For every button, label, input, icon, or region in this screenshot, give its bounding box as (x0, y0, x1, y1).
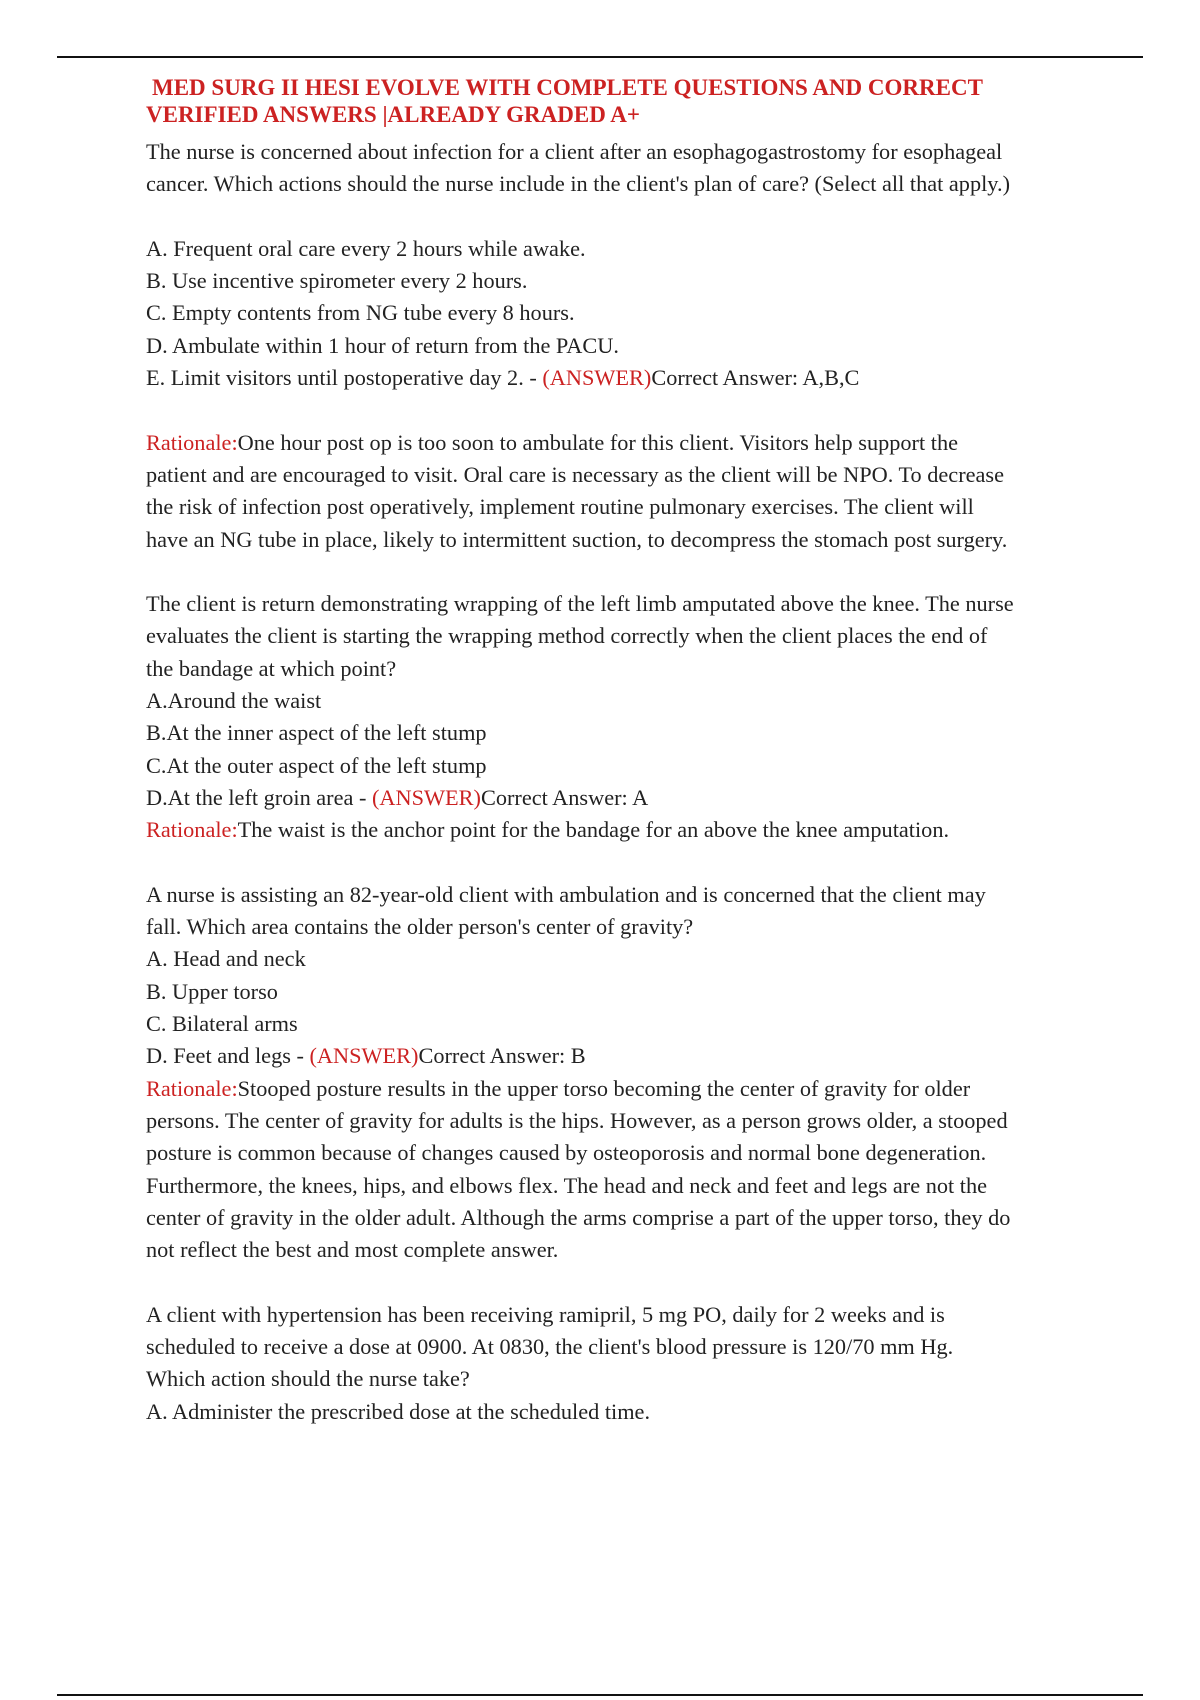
answer-option-last (146, 1040, 1096, 1072)
answer-option-last (146, 782, 1096, 814)
question-stem-line: Which action should the nurse take? (146, 1366, 470, 1392)
question-4 (146, 1299, 1096, 1428)
title-line-2: VERIFIED ANSWERS |ALREADY GRADED A+ (146, 102, 641, 127)
answer-option: A. Head and neck (146, 946, 306, 972)
correct-answer: Correct Answer: A (480, 784, 649, 810)
answer-tag: (ANSWER) (371, 784, 481, 810)
option-text: D.At the left groin area - (146, 784, 372, 810)
answer-option: A.Around the waist (146, 688, 322, 714)
rationale-tag: Rationale: (146, 429, 238, 455)
rationale-text: The waist is the anchor point for the bandage for an above the knee amputation. (237, 817, 950, 843)
rationale-line (146, 1073, 1096, 1105)
question-stem-line: A nurse is assisting an 82-year-old client with ambulation and is concerned that the client may (146, 881, 986, 907)
rationale-line: posture is common because of changes caused by osteoporosis and normal bone degeneration. (146, 1140, 987, 1166)
question-stem-line: The client is return demonstrating wrapping of the left limb amputated above the knee. The nurse (146, 591, 1014, 617)
document-title (146, 74, 1096, 128)
question-stem-line: the bandage at which point? (146, 655, 397, 681)
answer-tag: (ANSWER) (309, 1043, 419, 1069)
rationale-tag: Rationale: (146, 1075, 238, 1101)
correct-answer: Correct Answer: B (418, 1043, 586, 1069)
rationale-tag: Rationale: (146, 817, 238, 843)
document-page (146, 70, 1096, 1428)
rationale-line: persons. The center of gravity for adults is the hips. However, as a person grows older, a stooped (146, 1107, 1008, 1133)
answer-option: C. Empty contents from NG tube every 8 hours. (146, 300, 575, 326)
option-text: D. Feet and legs - (146, 1043, 310, 1069)
top-rule (57, 56, 1143, 58)
rationale-text: One hour post op is too soon to ambulate for this client. Visitors help support the (237, 429, 958, 455)
answer-option: A. Administer the prescribed dose at the scheduled time. (146, 1398, 651, 1424)
question-stem-line: evaluates the client is starting the wrapping method correctly when the client places the end of (146, 623, 988, 649)
question-stem-line: cancer. Which actions should the nurse include in the client's plan of care? (Select all that apply.) (146, 171, 1010, 197)
rationale-line (146, 814, 1096, 846)
answer-option: B. Use incentive spirometer every 2 hours. (146, 268, 528, 294)
rationale-line: patient and are encouraged to visit. Oral care is necessary as the client will be NPO. To decrease (146, 461, 1004, 487)
answer-option: A. Frequent oral care every 2 hours while awake. (146, 235, 586, 261)
option-text: E. Limit visitors until postoperative day 2. - (146, 365, 543, 391)
bottom-rule (57, 1694, 1143, 1696)
question-2 (146, 588, 1096, 846)
answer-option: B. Upper torso (146, 978, 278, 1004)
answer-option: D. Ambulate within 1 hour of return from the PACU. (146, 332, 619, 358)
rationale-line: the risk of infection post operatively, implement routine pulmonary exercises. The client will (146, 494, 974, 520)
title-line-1: MED SURG II HESI EVOLVE WITH COMPLETE QUESTIONS AND CORRECT (152, 75, 983, 100)
document-body (146, 136, 1096, 1428)
question-stem-line: The nurse is concerned about infection for a client after an esophagogastrostomy for esophageal (146, 139, 1003, 164)
rationale-line: not reflect the best and most complete answer. (146, 1237, 559, 1263)
rationale-line: have an NG tube in place, likely to intermittent suction, to decompress the stomach post surgery. (146, 526, 1008, 552)
rationale-line (146, 427, 1096, 459)
answer-option-last (146, 362, 1096, 394)
question-stem-line: fall. Which area contains the older person's center of gravity? (146, 914, 694, 940)
rationale-text: Stooped posture results in the upper torso becoming the center of gravity for older (237, 1075, 971, 1101)
question-stem-line: A client with hypertension has been receiving ramipril, 5 mg PO, daily for 2 weeks and is (146, 1301, 945, 1327)
rationale-line: center of gravity in the older adult. Although the arms comprise a part of the upper torso, they do (146, 1204, 1011, 1230)
answer-tag: (ANSWER) (542, 365, 652, 391)
answer-option: C. Bilateral arms (146, 1011, 298, 1037)
answer-option: B.At the inner aspect of the left stump (146, 720, 487, 746)
question-1 (146, 136, 1096, 556)
correct-answer: Correct Answer: A,B,C (651, 365, 860, 391)
answer-option: C.At the outer aspect of the left stump (146, 752, 487, 778)
question-stem-line: scheduled to receive a dose at 0900. At 0830, the client's blood pressure is 120/70 mm Hg. (146, 1333, 954, 1359)
question-3 (146, 879, 1096, 1267)
rationale-line: Furthermore, the knees, hips, and elbows flex. The head and neck and feet and legs are not the (146, 1172, 988, 1198)
